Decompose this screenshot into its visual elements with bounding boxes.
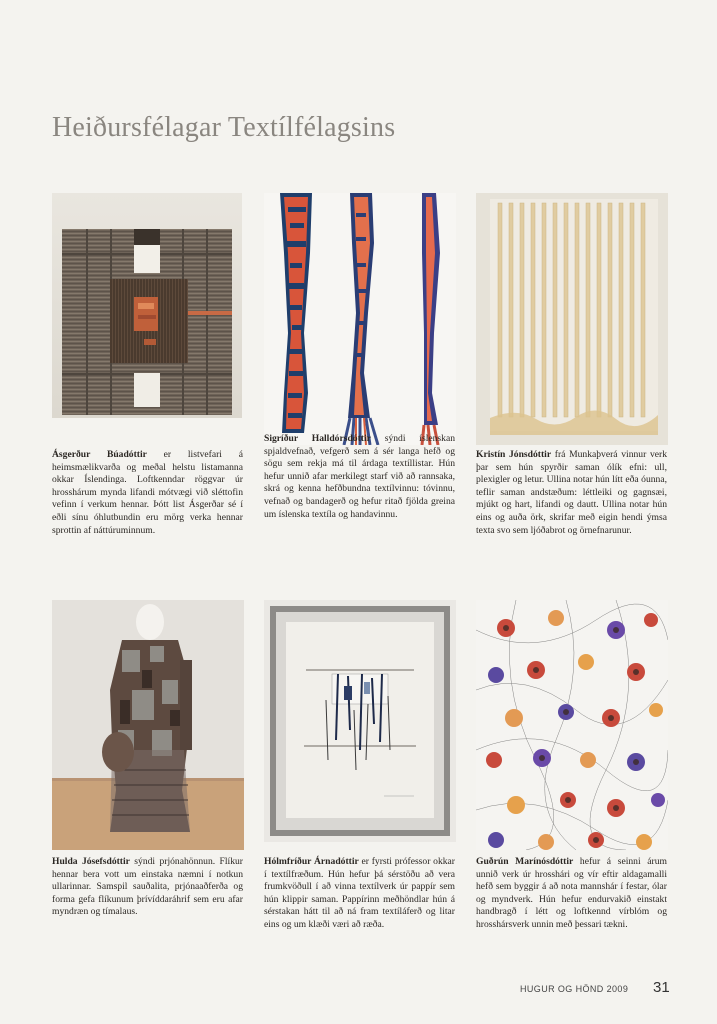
page-footer [470, 980, 670, 1000]
artist-name: Sigríður Halldórsdóttir [264, 433, 371, 444]
artwork-image-framed-paper [264, 600, 456, 842]
artist-description: sýndi íslenskan spjaldvefnað, vefgerð sem á sér langa hefð og sögu sem rekja má til árdaga textíllistar. Hún hefur unnið afar merkilegt starf við að rannsaka, skrá og kenna hefðbundna textílvinnu: tóvinnu, vefnað og bandagerð og hefur ritað fjölda greina um íslenska textíla og handavinnu. [264, 433, 455, 520]
artist-description: er fyrsti prófessor okkar í textílfræðum. Hún hefur þá sérstöðu að vera frumkvöðull í að vinna textílverk úr pappír sem hún klippir saman. Pappírinn meðhöndlar hún á sérstakan hátt til að ná fram textíláferð og litar eins og um klæði væri að ræða. [264, 856, 455, 930]
caption-hulda [52, 856, 243, 919]
caption-gudrun [476, 856, 667, 932]
artist-name: Guðrún Marínósdóttir [476, 856, 574, 867]
artist-name: Hólmfríður Árnadóttir [264, 856, 359, 867]
artist-name: Kristín Jónsdóttir [476, 449, 552, 460]
artist-description: frá Munkaþverá vinnur verk þar sem hún spyrðir saman ólík efni: ull, plexigler og letur. Ullina notar hún lítt eða óunna, teflir saman andstæðum: léttleiki og gagnsæi, mjúkt og hart, lifandi og dautt. Ullina notar hún eins og auða örk, skrifar með eigin hendi ýmsa texta svo sem ljóðabrot og örnefnarunur. [476, 449, 667, 536]
artist-description: hefur á seinni árum unnið verk úr hrosshári og vír eftir aldagamalli hefð sem byggir á að nota mannshár í festar, ólar og myndverk. Hún hefur endurvakið einstakt handbragð í létt og loftkennd vírblóm og hrosshársverk unnin með þessari tækni. [476, 856, 667, 930]
artwork-image-woven-bands [264, 193, 456, 445]
artwork-image-tapestry [52, 193, 242, 418]
artwork-image-knitted-garment [52, 600, 244, 850]
page-title: Heiðursfélagar Textílfélagsins [52, 112, 396, 143]
artist-name: Ásgerður Búadóttir [52, 449, 147, 460]
artist-name: Hulda Jósefsdóttir [52, 856, 130, 867]
artwork-image-wire-flowers [476, 600, 668, 850]
magazine-issue: HUGUR OG HÖND 2009 [520, 984, 629, 994]
artist-description: sýndi prjónahönnun. Flíkur hennar bera vott um einstaka næmni í notkun ullarinnar. Samspil sauðalita, prjónaaðferða og forma gefa flíkunum þrívíddaráhrif sem eru afar myndræn og tímalaus. [52, 856, 243, 918]
caption-sigridur [264, 433, 455, 521]
caption-holmfridur [264, 856, 455, 932]
artwork-image-wool-strands [476, 193, 668, 445]
page-number: 31 [653, 979, 670, 996]
caption-asgerdur [52, 449, 243, 537]
artist-description: er listvefari á heimsmælikvarða og meðal helstu listamanna okkar Íslendinga. Loftkenndar röggvar úr hrosshárum mynda lifandi mótvægi við sléttofin vefinn í verkum hennar. Þótt list Ásgerðar sé í eðli sínu óhlutbundin eru mörg verka hennar sprottin af náttúruminnum. [52, 449, 243, 536]
caption-kristin [476, 449, 667, 537]
